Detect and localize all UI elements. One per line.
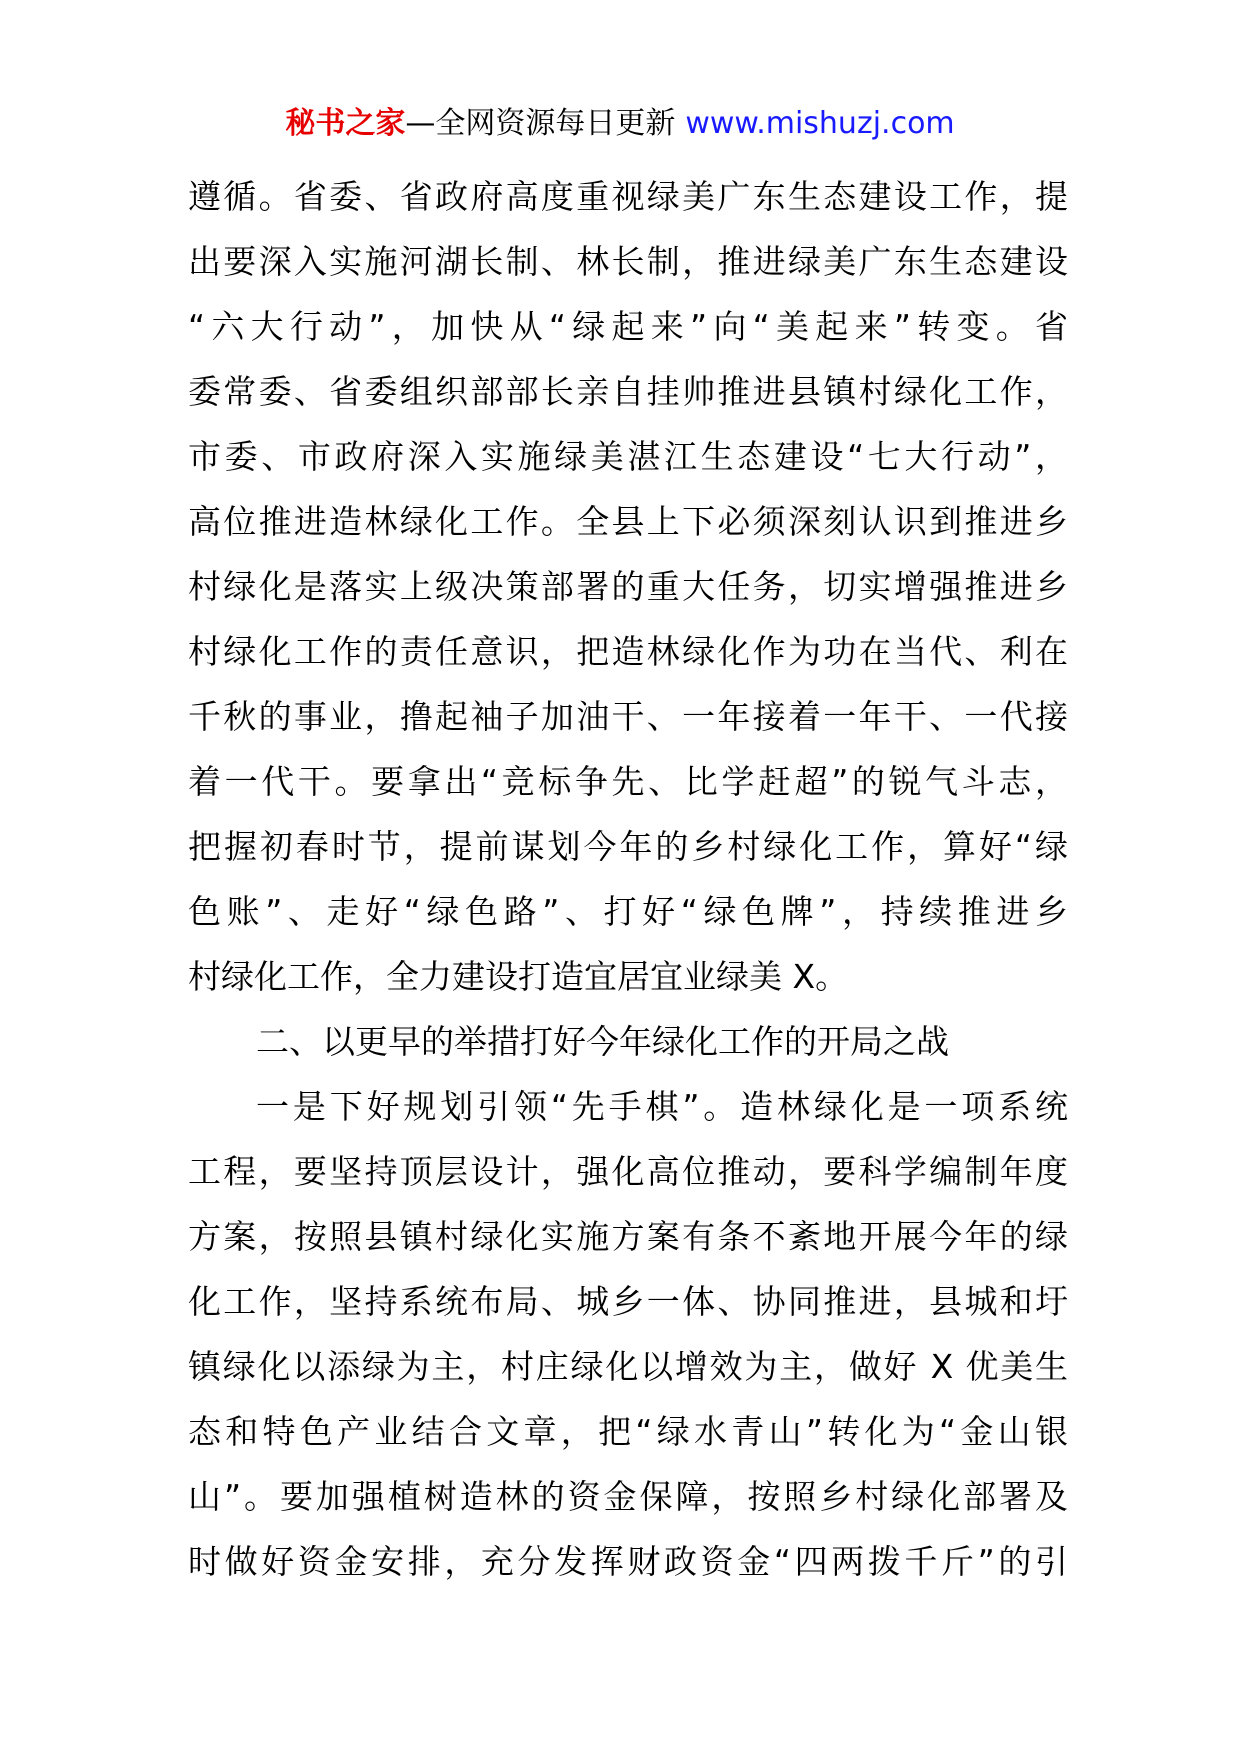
body-line: 高位推进造林绿化工作。全县上下必须深刻认识到推进乡 xyxy=(188,502,1068,541)
body-line: “六大行动”，加快从“绿起来”向“美起来”转变。省 xyxy=(188,307,1068,346)
body-line: 把握初春时节，提前谋划今年的乡村绿化工作，算好“绿 xyxy=(188,827,1068,866)
body-line: 工程，要坚持顶层设计，强化高位推动，要科学编制年度 xyxy=(188,1152,1068,1191)
body-line: 市委、市政府深入实施绿美湛江生态建设“七大行动”， xyxy=(188,437,1068,476)
header-brand: 秘书之家 xyxy=(285,106,406,141)
body-line: 态和特色产业结合文章，把“绿水青山”转化为“金山银 xyxy=(188,1412,1068,1451)
document-body xyxy=(188,164,1068,1594)
body-line: 村绿化工作，全力建设打造宜居宜业绿美 X。 xyxy=(188,957,849,996)
body-line: 方案，按照县镇村绿化实施方案有条不紊地开展今年的绿 xyxy=(188,1217,1068,1256)
header-url-link[interactable]: www.mishuzj.com xyxy=(685,106,955,141)
body-line: 色账”、走好“绿色路”、打好“绿色牌”，持续推进乡 xyxy=(188,892,1068,931)
body-line: 委常委、省委组织部部长亲自挂帅推进县镇村绿化工作， xyxy=(188,372,1068,411)
body-line: 村绿化是落实上级决策部署的重大任务，切实增强推进乡 xyxy=(188,567,1068,606)
body-line: 化工作，坚持系统布局、城乡一体、协同推进，县城和圩 xyxy=(188,1282,1068,1321)
body-line: 村绿化工作的责任意识，把造林绿化作为功在当代、利在 xyxy=(188,632,1068,671)
body-line: 一是下好规划引领“先手棋”。造林绿化是一项系统 xyxy=(256,1087,1068,1126)
section-heading: 二、以更早的举措打好今年绿化工作的开局之战 xyxy=(256,1022,949,1061)
page-header xyxy=(0,104,1240,144)
body-line: 镇绿化以添绿为主，村庄绿化以增效为主，做好 X 优美生 xyxy=(188,1347,1068,1386)
body-line: 山”。要加强植树造林的资金保障，按照乡村绿化部署及 xyxy=(188,1477,1068,1516)
header-tagline: —全网资源每日更新 xyxy=(405,106,676,141)
body-line: 遵循。省委、省政府高度重视绿美广东生态建设工作，提 xyxy=(188,177,1068,216)
body-line: 千秋的事业，撸起袖子加油干、一年接着一年干、一代接 xyxy=(188,697,1068,736)
body-line: 着一代干。要拿出“竞标争先、比学赶超”的锐气斗志， xyxy=(188,762,1068,801)
body-line: 时做好资金安排，充分发挥财政资金“四两拨千斤”的引 xyxy=(188,1542,1068,1581)
body-line: 出要深入实施河湖长制、林长制，推进绿美广东生态建设 xyxy=(188,242,1068,281)
